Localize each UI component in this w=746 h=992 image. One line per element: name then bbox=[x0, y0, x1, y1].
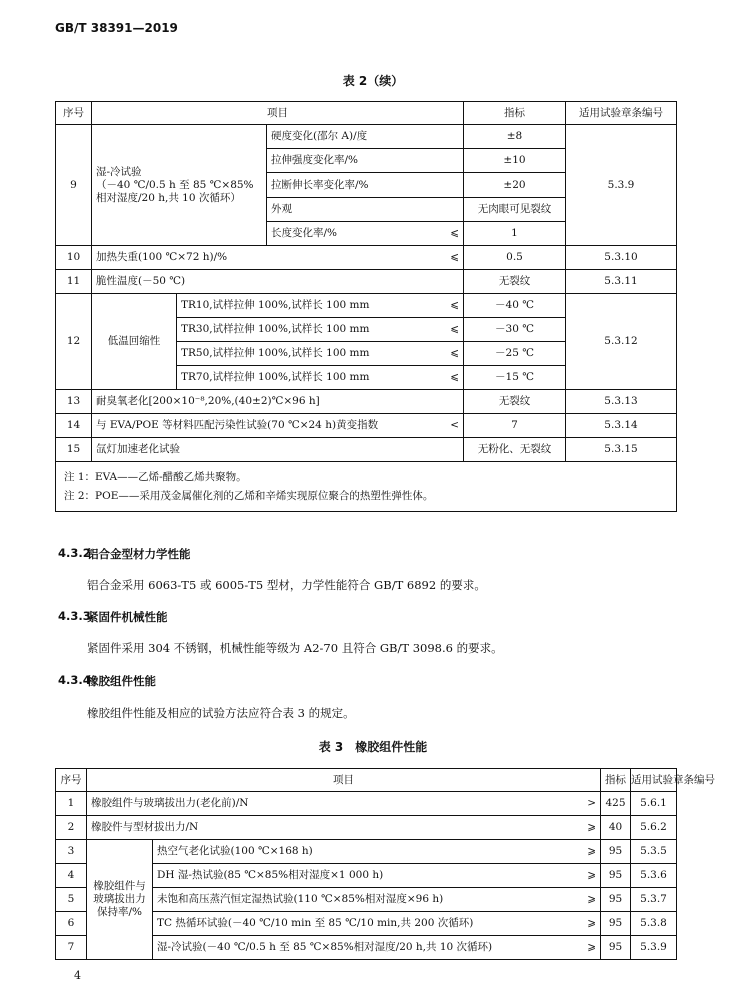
sub-item bbox=[177, 318, 464, 342]
comparison-symbol: ⩾ bbox=[587, 821, 596, 833]
item-label: 橡胶件与型材拔出力/N bbox=[91, 821, 199, 833]
clause-ref: 5.3.8 bbox=[631, 912, 677, 936]
clause-ref: 5.3.15 bbox=[566, 438, 677, 462]
item-line: （－40 ℃/0.5 h 至 85 ℃×85% bbox=[96, 178, 254, 191]
row-no: 15 bbox=[56, 438, 92, 462]
index-value: 95 bbox=[601, 936, 631, 960]
group-label-line: 保持率/% bbox=[96, 906, 142, 918]
comparison-symbol: ⩽ bbox=[450, 251, 459, 263]
index-value: 0.5 bbox=[464, 246, 566, 270]
row-item bbox=[153, 840, 601, 864]
item-label: 橡胶组件与玻璃拔出力(老化前)/N bbox=[91, 797, 249, 809]
item-label: 未饱和高压蒸汽恒定湿热试验(110 ℃×85%相对湿度×96 h) bbox=[157, 893, 444, 905]
table-row bbox=[56, 246, 677, 270]
table3-header-row bbox=[56, 769, 677, 792]
sub-item bbox=[267, 198, 464, 222]
col-header-clause: 适用试验章条编号 bbox=[631, 769, 677, 792]
item-label: DH 湿-热试验(85 ℃×85%相对湿度×1 000 h) bbox=[157, 869, 384, 881]
row-no: 7 bbox=[56, 936, 87, 960]
row-item: 耐臭氧老化[200×10⁻⁸,20%,(40±2)℃×96 h] bbox=[92, 390, 464, 414]
table-row bbox=[56, 125, 677, 149]
section-paragraph: 橡胶组件性能及相应的试验方法应符合表 3 的规定。 bbox=[87, 706, 355, 720]
row-item bbox=[92, 125, 267, 246]
table-row bbox=[56, 294, 677, 318]
comparison-symbol: ⩽ bbox=[450, 371, 459, 383]
comparison-symbol: ⩽ bbox=[450, 347, 459, 359]
item-label: 热空气老化试验(100 ℃×168 h) bbox=[157, 845, 313, 857]
col-header-index: 指标 bbox=[601, 769, 631, 792]
item-label: TC 热循环试验(－40 ℃/10 min 至 85 ℃/10 min,共 200 次循环) bbox=[157, 917, 474, 929]
comparison-symbol: ⩾ bbox=[587, 941, 596, 953]
index-value: 无裂纹 bbox=[464, 390, 566, 414]
clause-ref: 5.3.12 bbox=[566, 294, 677, 390]
table-row bbox=[56, 840, 677, 864]
sub-item bbox=[177, 366, 464, 390]
page-number: 4 bbox=[74, 969, 81, 982]
comparison-symbol: ⩽ bbox=[450, 227, 459, 239]
comparison-symbol: ⩽ bbox=[450, 299, 459, 311]
table2-caption: 表 2（续） bbox=[342, 74, 404, 88]
row-item: 氙灯加速老化试验 bbox=[92, 438, 464, 462]
sub-label: 硬度变化(邵尔 A)/度 bbox=[271, 130, 368, 142]
row-item bbox=[87, 816, 601, 840]
index-value: 无肉眼可见裂纹 bbox=[464, 198, 566, 222]
col-header-no: 序号 bbox=[56, 769, 87, 792]
clause-ref: 5.3.10 bbox=[566, 246, 677, 270]
section-title: 橡胶组件性能 bbox=[87, 674, 156, 688]
note-1: 注 1：EVA——乙烯-醋酸乙烯共聚物。 bbox=[64, 470, 247, 483]
row-no: 11 bbox=[56, 270, 92, 294]
table-row bbox=[56, 414, 677, 438]
section-heading bbox=[58, 546, 191, 562]
index-value: 95 bbox=[601, 840, 631, 864]
comparison-symbol: < bbox=[450, 419, 459, 431]
table-row bbox=[56, 792, 677, 816]
index-value: ±20 bbox=[464, 173, 566, 198]
index-value: －15 ℃ bbox=[464, 366, 566, 390]
index-value: 无裂纹 bbox=[464, 270, 566, 294]
comparison-symbol: ⩾ bbox=[587, 845, 596, 857]
index-value: 1 bbox=[464, 222, 566, 246]
sub-label: TR30,试样拉伸 100%,试样长 100 mm bbox=[181, 323, 370, 335]
row-item bbox=[153, 888, 601, 912]
row-no: 10 bbox=[56, 246, 92, 270]
sub-item bbox=[267, 173, 464, 198]
table-row bbox=[56, 390, 677, 414]
sub-label: 长度变化率/% bbox=[271, 227, 338, 239]
index-value: 95 bbox=[601, 888, 631, 912]
row-item bbox=[92, 414, 464, 438]
table2-header-row bbox=[56, 102, 677, 125]
clause-ref: 5.3.6 bbox=[631, 864, 677, 888]
section-number: 4.3.4 bbox=[58, 673, 91, 687]
table-notes-row bbox=[56, 462, 677, 512]
index-value: 425 bbox=[601, 792, 631, 816]
sub-item bbox=[177, 294, 464, 318]
index-value: －25 ℃ bbox=[464, 342, 566, 366]
sub-label: TR10,试样拉伸 100%,试样长 100 mm bbox=[181, 299, 370, 311]
comparison-symbol: ⩽ bbox=[450, 323, 459, 335]
table-row bbox=[56, 270, 677, 294]
table3 bbox=[55, 768, 715, 960]
col-header-item: 项目 bbox=[87, 769, 601, 792]
clause-ref: 5.3.11 bbox=[566, 270, 677, 294]
row-item bbox=[92, 246, 464, 270]
comparison-symbol: ⩾ bbox=[587, 917, 596, 929]
clause-ref: 5.3.13 bbox=[566, 390, 677, 414]
index-value: 7 bbox=[464, 414, 566, 438]
sub-item bbox=[267, 222, 464, 246]
group-label bbox=[87, 840, 153, 960]
row-no: 1 bbox=[56, 792, 87, 816]
section-number: 4.3.2 bbox=[58, 546, 91, 560]
sub-item bbox=[177, 342, 464, 366]
note-2: 注 2：POE——采用茂金属催化剂的乙烯和辛烯实现原位聚合的热塑性弹性体。 bbox=[64, 489, 434, 502]
col-header-item: 项目 bbox=[92, 102, 464, 125]
index-value: 无粉化、无裂纹 bbox=[464, 438, 566, 462]
comparison-symbol: ⩾ bbox=[587, 893, 596, 905]
item-label: 加热失重(100 ℃×72 h)/% bbox=[96, 251, 228, 263]
section-title: 铝合金型材力学性能 bbox=[87, 547, 191, 561]
col-header-no: 序号 bbox=[56, 102, 92, 125]
clause-ref: 5.3.9 bbox=[631, 936, 677, 960]
table-row bbox=[56, 438, 677, 462]
row-item bbox=[87, 792, 601, 816]
table-row bbox=[56, 816, 677, 840]
table3-caption: 表 3 橡胶组件性能 bbox=[318, 740, 428, 754]
item-line: 湿-冷试验 bbox=[96, 165, 142, 178]
row-no: 2 bbox=[56, 816, 87, 840]
clause-ref: 5.6.2 bbox=[631, 816, 677, 840]
row-item: 低温回缩性 bbox=[92, 294, 177, 390]
item-label: 湿-冷试验(－40 ℃/0.5 h 至 85 ℃×85%相对湿度/20 h,共 10 次循环) bbox=[157, 941, 493, 953]
comparison-symbol: > bbox=[587, 797, 596, 809]
index-value: 95 bbox=[601, 912, 631, 936]
index-value: 40 bbox=[601, 816, 631, 840]
row-no: 4 bbox=[56, 864, 87, 888]
index-value: 95 bbox=[601, 864, 631, 888]
clause-ref: 5.3.14 bbox=[566, 414, 677, 438]
clause-ref: 5.3.5 bbox=[631, 840, 677, 864]
section-title: 紧固件机械性能 bbox=[87, 610, 168, 624]
clause-ref: 5.3.7 bbox=[631, 888, 677, 912]
item-label: 与 EVA/POE 等材料匹配污染性试验(70 ℃×24 h)黄变指数 bbox=[96, 419, 379, 431]
sub-item bbox=[267, 149, 464, 173]
section-paragraph: 铝合金采用 6063-T5 或 6005-T5 型材，力学性能符合 GB/T 6892 的要求。 bbox=[87, 578, 486, 592]
index-value: －30 ℃ bbox=[464, 318, 566, 342]
section-heading bbox=[58, 673, 156, 689]
sub-label: 拉伸强度变化率/% bbox=[271, 154, 359, 166]
col-header-index: 指标 bbox=[464, 102, 566, 125]
col-header-clause: 适用试验章条编号 bbox=[566, 102, 677, 125]
group-label-line: 玻璃拔出力 bbox=[93, 893, 146, 905]
sub-label: TR70,试样拉伸 100%,试样长 100 mm bbox=[181, 371, 370, 383]
row-no: 12 bbox=[56, 294, 92, 390]
row-no: 6 bbox=[56, 912, 87, 936]
item-line: 相对湿度/20 h,共 10 次循环） bbox=[96, 191, 241, 204]
index-value: ±10 bbox=[464, 149, 566, 173]
sub-item bbox=[267, 125, 464, 149]
row-no: 14 bbox=[56, 414, 92, 438]
row-no: 13 bbox=[56, 390, 92, 414]
table-notes bbox=[56, 462, 677, 512]
section-number: 4.3.3 bbox=[58, 609, 91, 623]
sub-label: 外观 bbox=[271, 203, 292, 215]
comparison-symbol: ⩾ bbox=[587, 869, 596, 881]
index-value: －40 ℃ bbox=[464, 294, 566, 318]
row-no: 3 bbox=[56, 840, 87, 864]
row-item bbox=[153, 912, 601, 936]
group-label-line: 橡胶组件与 bbox=[93, 880, 146, 892]
section-paragraph: 紧固件采用 304 不锈钢，机械性能等级为 A2-70 且符合 GB/T 3098.6 的要求。 bbox=[87, 641, 503, 655]
section-heading bbox=[58, 609, 168, 625]
row-item bbox=[153, 864, 601, 888]
row-no: 5 bbox=[56, 888, 87, 912]
clause-ref: 5.6.1 bbox=[631, 792, 677, 816]
row-item: 脆性温度(－50 ℃) bbox=[92, 270, 464, 294]
sub-label: 拉断伸长率变化率/% bbox=[271, 178, 369, 191]
table2 bbox=[55, 101, 677, 512]
clause-ref: 5.3.9 bbox=[566, 125, 677, 246]
document-header: GB/T 38391—2019 bbox=[55, 21, 178, 35]
row-item bbox=[153, 936, 601, 960]
index-value: ±8 bbox=[464, 125, 566, 149]
row-no: 9 bbox=[56, 125, 92, 246]
sub-label: TR50,试样拉伸 100%,试样长 100 mm bbox=[181, 347, 370, 359]
